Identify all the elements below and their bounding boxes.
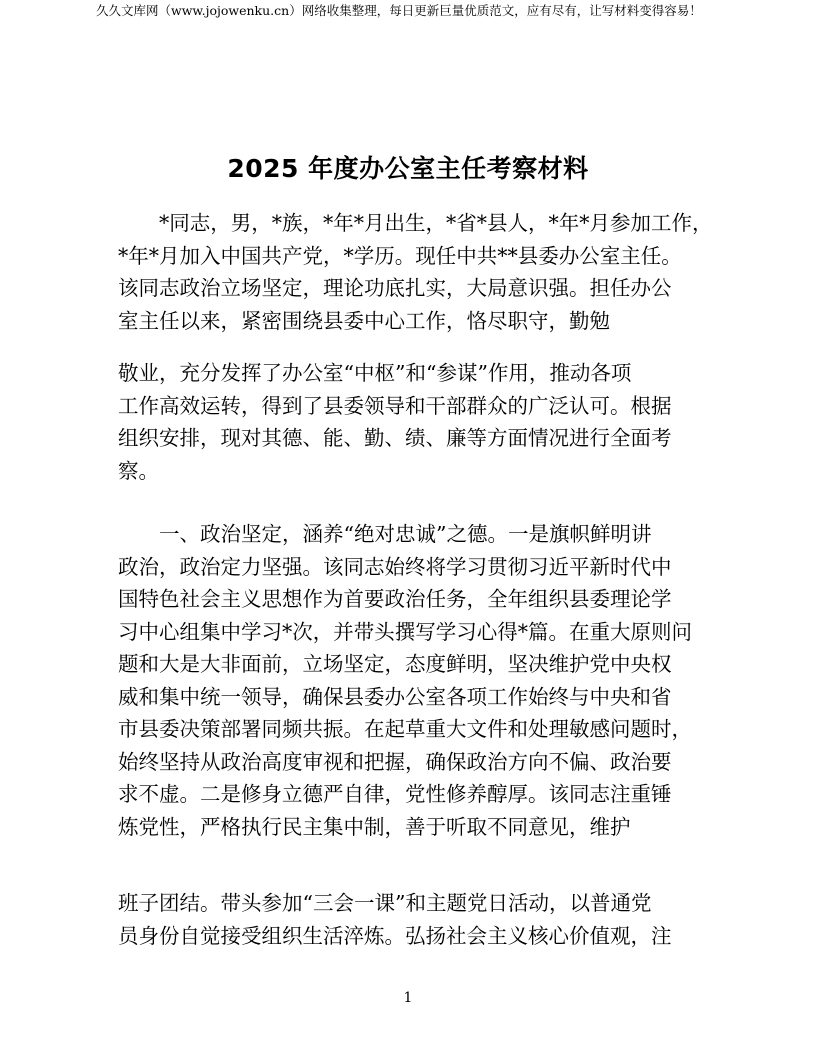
- text-line: *同志，男，*族，*年*月出生，*省*县人，*年*月参加工作，: [118, 211, 713, 235]
- text-line: 威和集中统一领导，确保县委办公室各项工作始终与中央和省: [118, 684, 672, 709]
- text-line: 组织安排，现对其德、能、勤、绩、廉等方面情况进行全面考: [118, 426, 672, 450]
- text-line: 习中心组集中学习*次，并带头撰写学习心得*篇。在重大原则问: [118, 619, 692, 644]
- text-line: 工作高效运转，得到了县委领导和干部群众的广泛认可。根据: [118, 393, 672, 418]
- text-line: 员身份自觉接受组织生活淬炼。弘扬社会主义核心价值观，注: [118, 923, 672, 948]
- text-line: 题和大是大非面前，立场坚定，态度鲜明，坚决维护党中央权: [118, 652, 672, 676]
- paragraph-section-one: [118, 518, 703, 843]
- text-line: 市县委决策部署同频共振。在起草重大文件和处理敏感问题时，: [118, 717, 692, 741]
- text-line: 一、政治坚定，涵养“绝对忠诚”之德。一是旗帜鲜明讲: [118, 522, 652, 546]
- paragraph-section-one-cont: [118, 887, 703, 952]
- text-line: 炼党性，严格执行民主集中制，善于听取不同意见，维护: [118, 814, 631, 839]
- paragraph-intro: [118, 207, 713, 337]
- text-line: 班子团结。带头参加“三会一课”和主题党日活动，以普通党: [118, 891, 652, 915]
- text-line: 始终坚持从政治高度审视和把握，确保政治方向不偏、政治要: [118, 749, 672, 774]
- header-banner: 久久文库网（www.jojowenku.cn）网络收集整理，每日更新巨量优质范文，应有尽有，让写材料变得容易！: [96, 3, 702, 18]
- paragraph-continuation: [118, 357, 703, 487]
- text-line: *年*月加入中国共产党，*学历。现任中共**县委办公室主任。: [118, 243, 682, 268]
- text-line: 求不虚。二是修身立德严自律，党性修养醇厚。该同志注重锤: [118, 782, 672, 806]
- text-line: 室主任以来，紧密围绕县委中心工作，恪尽职守，勤勉: [118, 308, 610, 333]
- text-line: 敬业，充分发挥了办公室“中枢”和“参谋”作用，推动各项: [118, 361, 632, 385]
- text-line: 察。: [118, 458, 159, 483]
- text-line: 政治，政治定力坚强。该同志始终将学习贯彻习近平新时代中: [118, 554, 672, 579]
- text-line: 国特色社会主义思想作为首要政治任务，全年组织县委理论学: [118, 587, 672, 611]
- page-number: 1: [403, 990, 413, 1006]
- document-title: 2025 年度办公室主任考察材料: [227, 154, 589, 183]
- text-line: 该同志政治立场坚定，理论功底扎实，大局意识强。担任办公: [118, 276, 672, 300]
